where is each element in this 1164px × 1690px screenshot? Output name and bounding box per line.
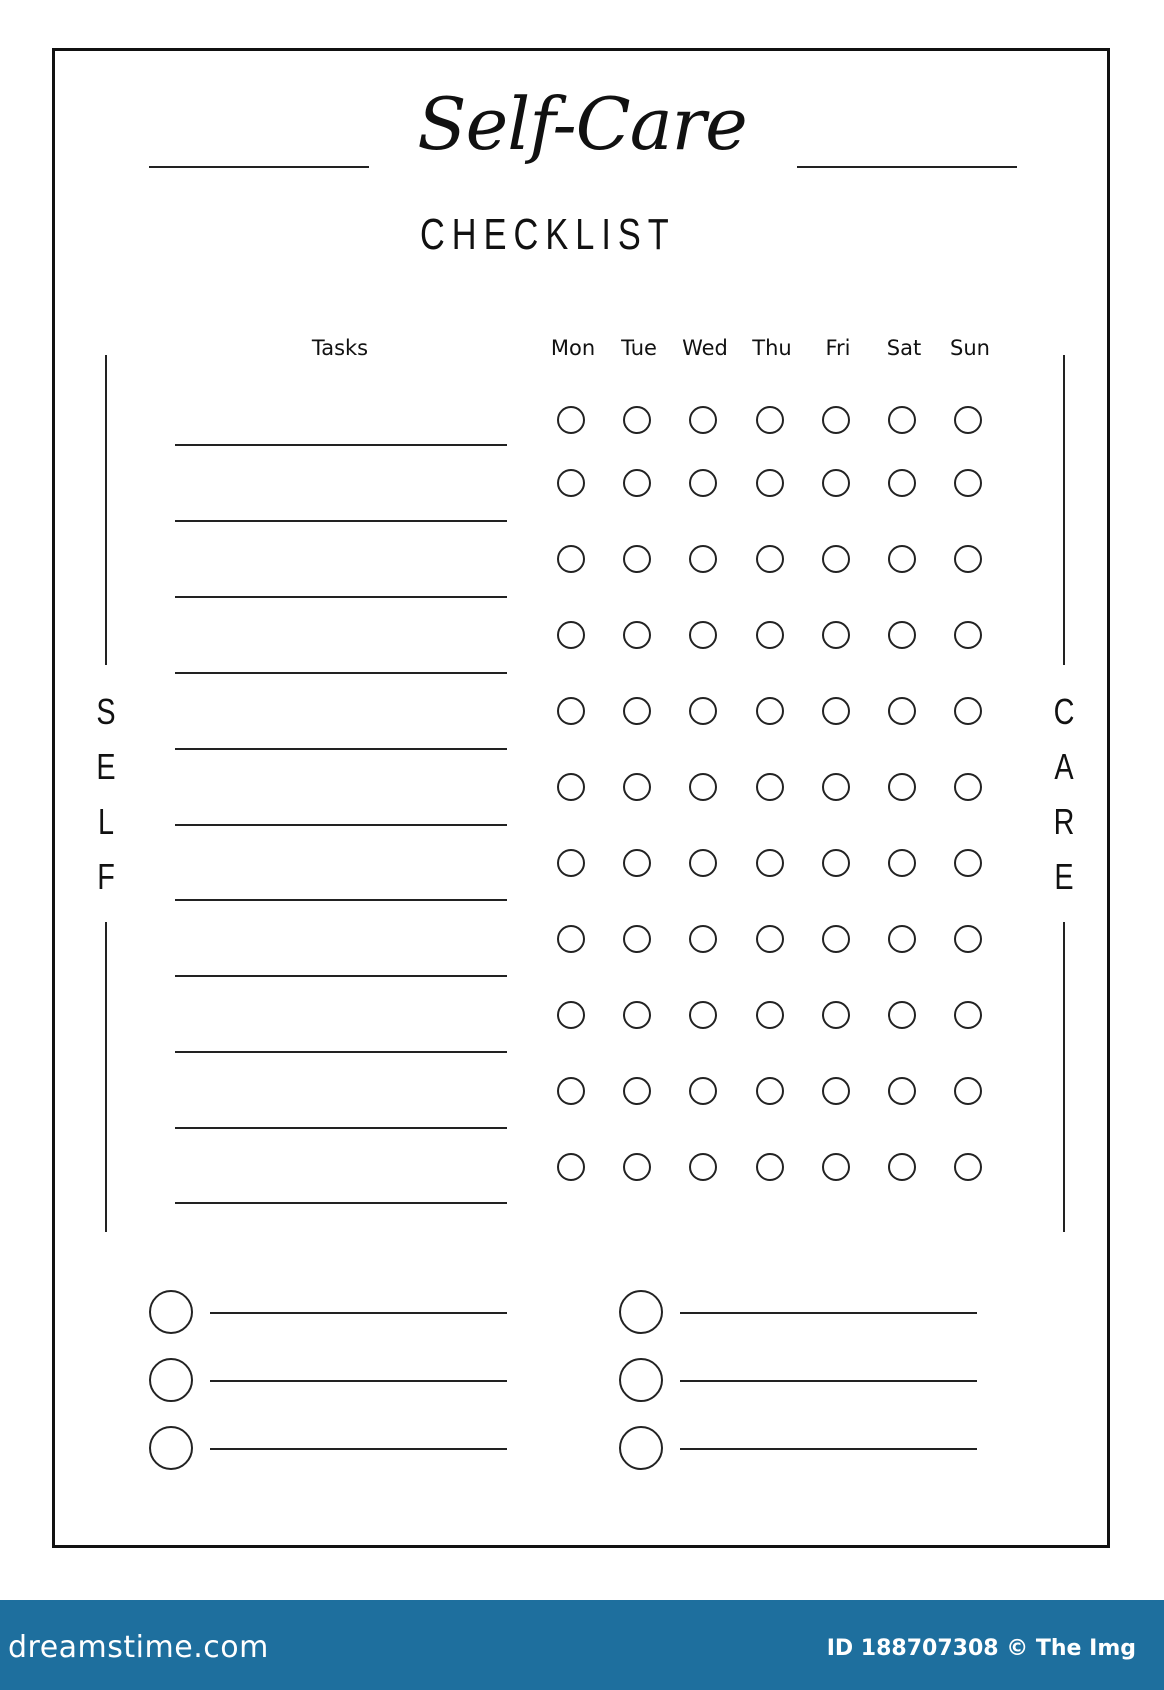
day-checkbox-thu[interactable] [756, 1077, 784, 1105]
side-rule-right-top [1063, 355, 1065, 665]
day-checkbox-sun[interactable] [954, 545, 982, 573]
extra-checkbox-right[interactable] [619, 1426, 663, 1470]
task-line[interactable] [175, 899, 507, 901]
day-checkbox-mon[interactable] [557, 925, 585, 953]
day-checkbox-tue[interactable] [623, 697, 651, 725]
day-checkbox-thu[interactable] [756, 849, 784, 877]
extra-line-right[interactable] [680, 1448, 977, 1450]
day-checkbox-sun[interactable] [954, 1077, 982, 1105]
day-checkbox-tue[interactable] [623, 1001, 651, 1029]
extra-checkbox-left[interactable] [149, 1290, 193, 1334]
day-checkbox-mon[interactable] [557, 773, 585, 801]
task-line[interactable] [175, 1051, 507, 1053]
day-checkbox-sun[interactable] [954, 1001, 982, 1029]
day-checkbox-thu[interactable] [756, 773, 784, 801]
day-checkbox-tue[interactable] [623, 773, 651, 801]
extra-checkbox-right[interactable] [619, 1358, 663, 1402]
day-checkbox-sat[interactable] [888, 925, 916, 953]
day-header-fri: Fri [825, 336, 851, 360]
day-checkbox-mon[interactable] [557, 406, 585, 434]
extra-checkbox-left[interactable] [149, 1426, 193, 1470]
day-checkbox-sun[interactable] [954, 406, 982, 434]
day-header-wed: Wed [682, 336, 728, 360]
side-letter: A [1054, 746, 1074, 787]
day-checkbox-mon[interactable] [557, 621, 585, 649]
side-letter: E [96, 746, 116, 787]
day-checkbox-mon[interactable] [557, 469, 585, 497]
page-frame [52, 48, 1110, 1548]
task-line[interactable] [175, 824, 507, 826]
day-checkbox-sun[interactable] [954, 697, 982, 725]
day-checkbox-mon[interactable] [557, 1001, 585, 1029]
day-checkbox-thu[interactable] [756, 1153, 784, 1181]
day-checkbox-thu[interactable] [756, 545, 784, 573]
side-rule-left-top [105, 355, 107, 665]
extra-checkbox-left[interactable] [149, 1358, 193, 1402]
day-checkbox-sat[interactable] [888, 773, 916, 801]
title-rule-left [149, 166, 369, 168]
task-line[interactable] [175, 444, 507, 446]
day-checkbox-thu[interactable] [756, 697, 784, 725]
task-line[interactable] [175, 672, 507, 674]
day-checkbox-mon[interactable] [557, 1153, 585, 1181]
day-checkbox-wed[interactable] [689, 406, 717, 434]
task-line[interactable] [175, 596, 507, 598]
title-rule-right [797, 166, 1017, 168]
day-checkbox-fri[interactable] [822, 1077, 850, 1105]
day-checkbox-sat[interactable] [888, 469, 916, 497]
day-checkbox-thu[interactable] [756, 1001, 784, 1029]
day-checkbox-wed[interactable] [689, 545, 717, 573]
day-header-sat: Sat [886, 336, 922, 360]
day-checkbox-mon[interactable] [557, 545, 585, 573]
day-checkbox-fri[interactable] [822, 925, 850, 953]
side-letter: L [97, 801, 115, 842]
day-header-tue: Tue [621, 336, 657, 360]
day-checkbox-sun[interactable] [954, 925, 982, 953]
day-checkbox-sat[interactable] [888, 1077, 916, 1105]
day-checkbox-thu[interactable] [756, 406, 784, 434]
page-title: Self-Care [417, 82, 747, 166]
day-checkbox-sun[interactable] [954, 621, 982, 649]
day-checkbox-sat[interactable] [888, 1001, 916, 1029]
side-label-left [91, 684, 121, 904]
day-checkbox-fri[interactable] [822, 849, 850, 877]
side-letter: E [1054, 856, 1074, 897]
task-line[interactable] [175, 520, 507, 522]
day-checkbox-tue[interactable] [623, 849, 651, 877]
extra-line-left[interactable] [210, 1380, 507, 1382]
day-checkbox-sun[interactable] [954, 1153, 982, 1181]
extra-line-right[interactable] [680, 1380, 977, 1382]
day-checkbox-tue[interactable] [623, 469, 651, 497]
day-checkbox-tue[interactable] [623, 621, 651, 649]
task-line[interactable] [175, 975, 507, 977]
side-letter: S [96, 691, 116, 732]
footer-image-id: ID 188707308 © The Img [826, 1636, 1136, 1661]
day-checkbox-thu[interactable] [756, 621, 784, 649]
task-line[interactable] [175, 748, 507, 750]
day-header-thu: Thu [752, 336, 792, 360]
day-checkbox-tue[interactable] [623, 545, 651, 573]
side-rule-left-bottom [105, 922, 107, 1232]
footer-brand: dreamstime.com [8, 1630, 269, 1665]
day-checkbox-mon[interactable] [557, 849, 585, 877]
day-checkbox-fri[interactable] [822, 697, 850, 725]
day-checkbox-wed[interactable] [689, 697, 717, 725]
footer-bar [0, 1600, 1164, 1690]
day-checkbox-thu[interactable] [756, 469, 784, 497]
day-checkbox-wed[interactable] [689, 849, 717, 877]
day-checkbox-tue[interactable] [623, 1077, 651, 1105]
day-checkbox-wed[interactable] [689, 469, 717, 497]
day-checkbox-fri[interactable] [822, 773, 850, 801]
side-letter: R [1053, 801, 1075, 842]
side-letter: C [1053, 691, 1075, 732]
extra-line-left[interactable] [210, 1448, 507, 1450]
day-checkbox-fri[interactable] [822, 545, 850, 573]
day-checkbox-wed[interactable] [689, 1001, 717, 1029]
day-checkbox-fri[interactable] [822, 1001, 850, 1029]
extra-line-right[interactable] [680, 1312, 977, 1314]
day-header-sun: Sun [950, 336, 990, 360]
day-checkbox-sat[interactable] [888, 621, 916, 649]
day-checkbox-wed[interactable] [689, 773, 717, 801]
day-checkbox-mon[interactable] [557, 697, 585, 725]
side-letter: F [97, 856, 115, 897]
day-checkbox-sat[interactable] [888, 697, 916, 725]
day-checkbox-sat[interactable] [888, 406, 916, 434]
day-checkbox-sat[interactable] [888, 849, 916, 877]
side-rule-right-bottom [1063, 922, 1065, 1232]
day-checkbox-mon[interactable] [557, 1077, 585, 1105]
side-label-right [1049, 684, 1079, 904]
day-checkbox-wed[interactable] [689, 1077, 717, 1105]
day-checkbox-wed[interactable] [689, 621, 717, 649]
task-line[interactable] [175, 1127, 507, 1129]
day-checkbox-sun[interactable] [954, 773, 982, 801]
page-subtitle: CHECKLIST [420, 210, 676, 259]
day-checkbox-tue[interactable] [623, 925, 651, 953]
day-checkbox-fri[interactable] [822, 469, 850, 497]
day-checkbox-sun[interactable] [954, 849, 982, 877]
tasks-column-header: Tasks [311, 336, 369, 360]
day-checkbox-tue[interactable] [623, 406, 651, 434]
day-checkbox-sun[interactable] [954, 469, 982, 497]
day-checkbox-wed[interactable] [689, 925, 717, 953]
day-checkbox-fri[interactable] [822, 621, 850, 649]
day-checkbox-sat[interactable] [888, 545, 916, 573]
day-checkbox-sat[interactable] [888, 1153, 916, 1181]
day-checkbox-tue[interactable] [623, 1153, 651, 1181]
extra-checkbox-right[interactable] [619, 1290, 663, 1334]
day-checkbox-thu[interactable] [756, 925, 784, 953]
day-checkbox-fri[interactable] [822, 1153, 850, 1181]
day-header-mon: Mon [550, 336, 596, 360]
task-line[interactable] [175, 1202, 507, 1204]
extra-line-left[interactable] [210, 1312, 507, 1314]
day-checkbox-fri[interactable] [822, 406, 850, 434]
day-checkbox-wed[interactable] [689, 1153, 717, 1181]
